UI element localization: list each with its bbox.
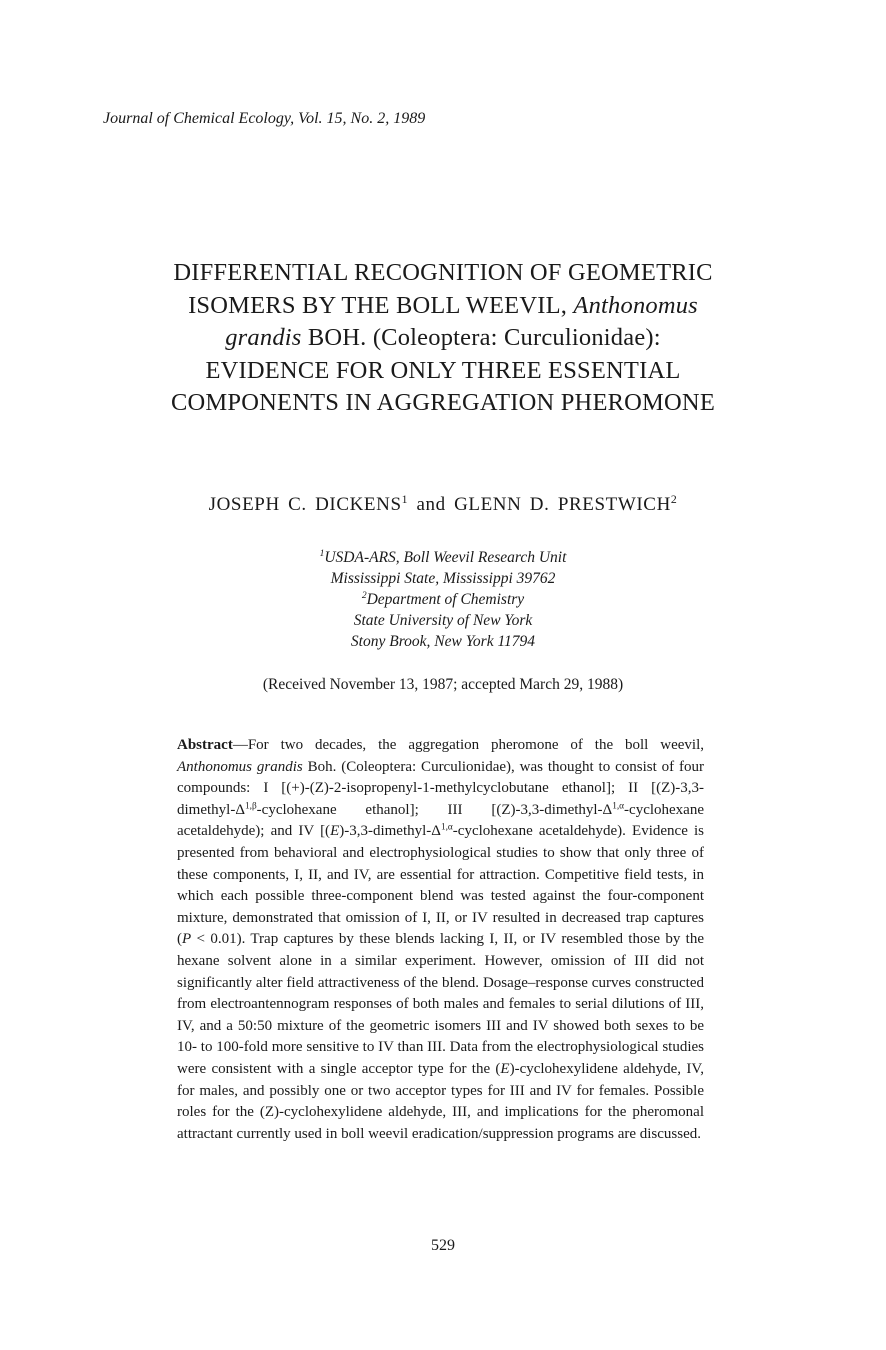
- author-affiliation-mark: 1: [401, 492, 409, 506]
- affiliation-1: $^1$USDA-ARS, Boll Weevil Research Unit Mississippi State, Mississippi 39762: [319, 548, 567, 587]
- journal-citation: Journal of Chemical Ecology, Vol. 15, No. 2, 1989: [103, 110, 426, 127]
- title-line: EVIDENCE FOR ONLY THREE ESSENTIAL: [205, 356, 681, 384]
- author-list: [100, 494, 786, 516]
- title-line: grandis BOH. (Coleoptera: Curculionidae):: [225, 324, 661, 351]
- author-name: JOSEPH C. DICKENS: [208, 494, 402, 515]
- author-name: GLENN D. PRESTWICH: [454, 494, 671, 515]
- title-line: DIFFERENTIAL RECOGNITION OF GEOMETRIC: [173, 259, 713, 286]
- abstract: Abstract—For two decades, the aggregation pheromone of the boll weevil, Anthonomus grandis Boh. (Coleoptera: Curculionidae), was thought to consist of four compounds: I [(+)-(Z)-2-isopropenyl-1-methylcyclobutane ethanol]; II [$(Z)-3,3-dimethyl-\Delta^{1,\beta}$-cyclohexane ethanol]; III [$(Z)-3,3-dimethyl-\Delta^{1,\alpha}$-cyclohexane acetaldehyde); and IV [$(E)-3,3-dimethyl-\Delta^{1,\alpha}$-cyclohexane acetaldehyde). Evidence is presented from behavioral and electrophysiological studies to show that only three of these components, I, II, and IV, are essential for attraction. Competitive field tests, in which each possible three-component blend was tested against the four-component mixture, demonstrated that omission of I, II, or IV resulted in decreased trap captures (P < 0.01). Trap captures by these blends lacking I, II, or IV resembled those by the hexane solvent alone in a similar experiment. However, omission of III did not significantly alter field attractiveness of the blend. Dosage–response curves constructed from electroantennogram responses of both males and females to serial dilutions of III, IV, and a 50:50 mixture of the geometric isomers III and IV showed both sexes to be 10- to 100-fold more sensitive to IV than III. Data from the electrophysiological studies were consistent with a single acceptor type for the (E)-cyclohexylidene aldehyde, IV, for males, and possibly one or two acceptor types for III and IV for females. Possible roles for the (Z)-cyclohexylidene aldehyde, III, and implications for the pheromonal attractant currently used in boll weevil eradication/suppression programs are discussed.: [177, 737, 704, 1142]
- received-dates: (Received November 13, 1987; accepted March 29, 1988): [262, 676, 624, 693]
- title-line: ISOMERS BY THE BOLL WEEVIL, Anthonomus: [188, 291, 698, 319]
- affiliation-2: $^2$Department of Chemistry State University of New York Stony Brook, New York 11794: [350, 590, 536, 650]
- page-number: 529: [431, 1237, 455, 1254]
- author-affiliation-mark: 2: [670, 492, 678, 506]
- title-line: COMPONENTS IN AGGREGATION PHEROMONE: [171, 389, 715, 416]
- abstract-label: Abstract: [177, 737, 233, 753]
- article-title: [100, 257, 786, 420]
- author-conjunction: and: [416, 494, 446, 515]
